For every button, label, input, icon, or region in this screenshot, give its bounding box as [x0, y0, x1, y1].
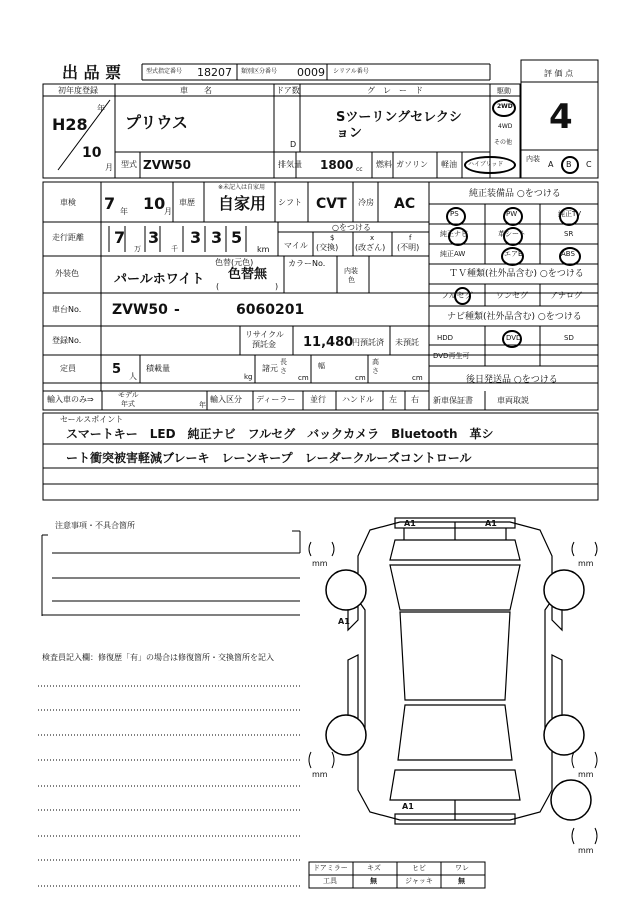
manual-book[interactable]: 車両取説 [497, 396, 529, 405]
interior-c[interactable]: C [586, 160, 592, 169]
mm-unit-front-left: mm [312, 559, 328, 568]
tv-title: ＴＶ種類(社外品含む) ○をつける [449, 269, 584, 279]
legend-scratch: キズ [367, 864, 381, 872]
drive-other[interactable]: その他 [494, 139, 513, 146]
equip-abs-circle [559, 247, 581, 266]
legend-crack: ワレ [455, 864, 469, 872]
model-cert-value: 18207 [197, 66, 232, 79]
mileage-opt-unknown-top: f [409, 234, 412, 242]
mileage-unit-man: 万 [134, 245, 141, 253]
interior-b-circle [561, 156, 579, 174]
damage-mark-front-left: A1 [404, 519, 416, 528]
equip-airbag[interactable]: エアB [504, 250, 523, 258]
mileage-opt-unknown[interactable]: (不明) [397, 243, 420, 252]
mileage-label: 走行距離 [52, 233, 84, 242]
equipment-title: 純正装備品 ○をつける [469, 189, 561, 199]
mileage-opt-altered[interactable]: (改ざん) [355, 243, 386, 252]
import-right[interactable]: 右 [411, 395, 419, 404]
mileage-opt-mile[interactable]: マイル [284, 241, 308, 250]
mileage-d2: 3 [148, 228, 160, 247]
mileage-unit-km: km [257, 245, 270, 254]
height-label-2: さ [372, 367, 379, 375]
capacity-unit: 人 [129, 372, 137, 381]
recycle-value: 11,480 [303, 335, 354, 350]
mileage-d5: 5 [231, 228, 243, 247]
fuel-gas[interactable]: ガソリン [396, 160, 428, 169]
mm-unit-rear-left: mm [312, 770, 328, 779]
equip-navi[interactable]: 純正ナビ [440, 230, 468, 238]
warranty-book[interactable]: 新車保証書 [433, 396, 473, 405]
model-code-value: ZVW50 [143, 158, 191, 172]
tools-value: 無 [370, 877, 377, 885]
damage-mark-front-right: A1 [485, 519, 497, 528]
tv-analog[interactable]: アナログ [550, 291, 582, 300]
first-reg-month: 10 [82, 145, 102, 161]
model-cert-label: 型式指定番号 [146, 68, 183, 75]
import-class-label: 輸入区分 [210, 395, 242, 404]
cooler-value: AC [394, 196, 416, 212]
tv-fullseg[interactable]: フルセグ [441, 291, 473, 300]
navi-title: ナビ種類(社外品含む) ○をつける [447, 312, 582, 322]
color-paren-open: ( [216, 282, 220, 291]
tools-label: 工具 [323, 877, 337, 885]
navi-dvd-play[interactable]: DVD再生可 [433, 352, 470, 360]
inspector-label: 検査員記入欄：修復歴「有」の場合は修復箇所・交換箇所を記入 [42, 653, 274, 662]
color-sub-label: 色替(元色) [215, 258, 254, 267]
notes-label: 注意事項・不具合箇所 [55, 521, 135, 530]
drive-2wd[interactable]: 2WD [497, 103, 513, 110]
legend-dent: ヒビ [412, 864, 426, 872]
chassis-prefix: ZVW50 [112, 302, 168, 318]
color-paren-close: ) [275, 282, 279, 291]
recycle-paid[interactable]: 円預託済 [352, 338, 384, 347]
interior-color-2: 色 [348, 276, 355, 284]
import-model-year-1: モデル [118, 391, 139, 399]
length-label-1: 長 [280, 358, 287, 366]
doors-label: ドア数 [276, 86, 300, 95]
import-parallel[interactable]: 並行 [310, 395, 326, 404]
chassis-number: 6060201 [236, 302, 305, 318]
capacity-value: 5 [112, 362, 122, 377]
import-model-year-2: 年式 [121, 400, 135, 408]
color-sub-value: 色替無 [228, 267, 268, 282]
tv-oneseg[interactable]: ワンセグ [496, 291, 528, 300]
drive-4wd[interactable]: 4WD [498, 123, 513, 130]
equip-abs[interactable]: ABS [561, 250, 575, 258]
mileage-d4: 3 [211, 228, 223, 247]
equip-aw[interactable]: 純正AW [440, 250, 466, 258]
import-handle-label: ハンドル [342, 395, 374, 404]
first-reg-year-unit: 年 [97, 104, 105, 113]
grade-line1: Sツーリングセレクシ [336, 110, 462, 125]
cooler-label: 冷房 [358, 198, 374, 207]
rating-value: 4 [549, 97, 573, 137]
load-unit: kg [244, 373, 253, 381]
mm-unit-rear-right: mm [578, 770, 594, 779]
equip-tv[interactable]: 純正TV [558, 210, 582, 218]
selling-points-line2: ート衝突被害軽減ブレーキ レーンキープ レーダークルーズコントロール [66, 451, 472, 465]
width-label: 幅 [318, 362, 325, 370]
capacity-label: 定員 [60, 364, 76, 373]
selling-points-label: セールスポイント [60, 415, 124, 424]
inspection-year-unit: 年 [120, 207, 128, 216]
equip-ps-circle [446, 207, 466, 226]
usage-note: ※未記入は自家用 [218, 184, 266, 191]
import-dealer[interactable]: ディーラー [256, 395, 296, 404]
equip-leather[interactable]: 革シート [498, 230, 526, 238]
tv-fullseg-circle [454, 287, 471, 305]
usage-value: 自家用 [218, 194, 267, 213]
interior-color-1: 内装 [344, 267, 358, 275]
selling-points-line1: スマートキー LED 純正ナビ フルセグ バックカメラ Bluetooth 革シ [66, 427, 494, 441]
first-reg-month-unit: 月 [105, 163, 113, 172]
recycle-label-1: リサイクル [245, 330, 284, 339]
equip-tv-circle [558, 207, 582, 226]
navi-hdd[interactable]: HDD [437, 334, 454, 342]
grade-line2: ョン [336, 126, 363, 141]
mileage-opt-altered-top: x [370, 234, 375, 242]
chassis-dash: - [174, 302, 180, 318]
mileage-d3: 3 [190, 228, 202, 247]
doors-unit: D [290, 140, 297, 149]
registration-label: 登録No. [52, 336, 82, 345]
interior-a[interactable]: A [548, 160, 554, 169]
usage-label: 車歴 [179, 198, 195, 207]
width-unit: cm [355, 374, 366, 382]
mm-unit-spare: mm [578, 846, 594, 855]
shift-label: シフト [278, 198, 302, 207]
equip-pw-circle [503, 207, 523, 226]
legend-door-mirror: ドアミラー [313, 864, 348, 872]
mm-unit-front-right: mm [578, 559, 594, 568]
inspection-year: 7 [104, 194, 116, 213]
inspection-month-unit: 月 [164, 207, 172, 216]
class-label: 類別区分番号 [241, 68, 278, 75]
displacement-value: 1800 [320, 158, 354, 172]
recycle-unpaid[interactable]: 未預託 [395, 338, 419, 347]
navi-sd[interactable]: SD [564, 334, 574, 342]
first-reg-era: H28 [52, 115, 88, 134]
inspection-label: 車検 [60, 198, 76, 207]
mileage-d1: 7 [114, 228, 126, 247]
interior-label: 内装 [526, 155, 540, 163]
first-reg-label: 初年度登録 [58, 86, 98, 95]
drive-label: 駆動 [497, 87, 511, 95]
dims-label: 諸元 [262, 364, 278, 373]
fuel-label: 燃料 [376, 160, 392, 169]
equip-airbag-circle [501, 247, 524, 266]
drive-2wd-circle [492, 99, 516, 117]
car-name-value: プリウス [125, 113, 188, 132]
length-label-2: さ [280, 367, 287, 375]
navi-dvd[interactable]: DVD [506, 334, 522, 342]
after-parts-title: 後日発送品 ○をつける [466, 375, 558, 385]
inspection-month: 10 [143, 194, 166, 213]
mileage-unit-sen: 千 [171, 245, 178, 253]
damage-mark-rear: A1 [402, 802, 414, 811]
chassis-label: 車台No. [52, 305, 82, 314]
displacement-label: 排気量 [278, 160, 302, 169]
import-left[interactable]: 左 [389, 395, 397, 404]
model-code-label: 型式 [121, 160, 137, 169]
fuel-hybrid[interactable]: ハイブリッド [468, 161, 504, 168]
equip-sr[interactable]: SR [564, 230, 574, 238]
equip-pw[interactable]: PW [506, 210, 518, 218]
car-name-label: 車 名 [180, 86, 212, 95]
height-unit: cm [412, 374, 423, 382]
equip-ps[interactable]: PS [450, 210, 459, 218]
navi-dvd-circle [502, 330, 522, 348]
serial-label: シリアル番号 [333, 68, 369, 75]
color-code-label: カラーNo. [288, 259, 326, 268]
form-title: 出 品 票 [62, 63, 122, 82]
color-value: パールホワイト [114, 272, 205, 287]
interior-b[interactable]: B [566, 160, 572, 169]
import-year-unit: 年 [199, 401, 206, 409]
mileage-opt-exchange[interactable]: (交換) [316, 243, 339, 252]
equip-leather-circle [503, 227, 523, 246]
length-unit: cm [298, 374, 309, 382]
import-label: 輸入車のみ⇒ [47, 395, 94, 404]
displacement-unit: cc [356, 166, 363, 173]
fuel-diesel[interactable]: 軽油 [441, 160, 457, 169]
height-label-1: 高 [372, 358, 379, 366]
color-label: 外装色 [55, 269, 79, 278]
jack-label: ジャッキ [405, 877, 433, 885]
load-label: 積載量 [146, 364, 170, 373]
rating-label: 評 価 点 [544, 69, 574, 78]
class-value: 0009 [297, 66, 325, 79]
equip-navi-circle [448, 227, 468, 246]
fuel-hybrid-circle [464, 156, 516, 174]
mileage-circle-title: ○をつける [332, 223, 371, 232]
damage-mark-side: A1 [338, 617, 350, 626]
jack-value: 無 [458, 877, 465, 885]
shift-value: CVT [316, 196, 347, 212]
grade-label: グ レ ー ド [367, 86, 423, 95]
recycle-label-2: 預託金 [252, 340, 276, 349]
mileage-opt-exchange-top: $ [330, 234, 335, 242]
